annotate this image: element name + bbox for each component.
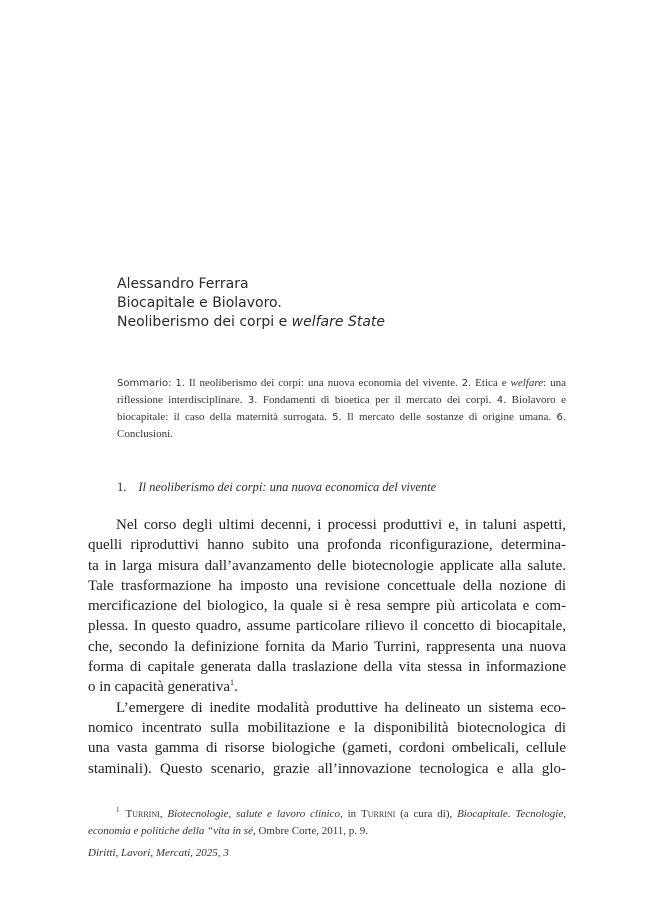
footnote-work-title: Biotecnologie, salute e lavoro clinico: [167, 808, 340, 820]
summary: [117, 375, 566, 443]
summary-item-number: 4.: [496, 395, 507, 406]
summary-item-text: Il mercato delle sostanze di origine umana.: [341, 411, 557, 423]
body-text: [88, 515, 566, 779]
section-title: Il neoliberismo dei corpi: una nuova economica del vivente: [138, 480, 437, 494]
summary-item-text: : una riflessione interdisciplinare.: [117, 377, 567, 406]
footnote-text: (a cura di),: [395, 808, 458, 820]
summary-item-text: Conclusioni.: [117, 428, 173, 440]
footnote-work-title: economia e politiche della “vita in sé: [88, 825, 253, 837]
summary-item-italic: welfare: [510, 377, 544, 389]
summary-item-number: 3.: [247, 395, 258, 406]
section-number: 1.: [117, 480, 127, 494]
body-line-period: .: [234, 679, 238, 696]
author-name: Alessandro Ferrara: [117, 276, 249, 292]
body-line: mercificazione del biologico, la quale si è resa sempre più articolata e com-: [88, 598, 566, 615]
body-line: Tale trasformazione ha imposto una revisione concettuale della nozione di: [88, 577, 566, 594]
section-heading: [117, 478, 577, 496]
summary-item-text: Fondamenti di bioetica per il mercato dei corpi.: [257, 394, 497, 406]
journal-name: Diritti, Lavori, Mercati: [88, 847, 191, 859]
footnote-work-title: Biocapitale. Tecnologie,: [457, 808, 566, 820]
running-footer: [88, 845, 229, 861]
footnote-author: Turrini: [360, 808, 396, 820]
article-title-line-2-text: Neoliberismo dei corpi e: [117, 314, 292, 330]
body-line: ta in larga misura dall’avanzamento delle biotecnologie applicate alla salute.: [88, 557, 566, 574]
body-line: [88, 677, 566, 697]
body-line: quelli riproduttivi hanno subito una profonda riconfigurazione, determina-: [88, 537, 566, 554]
footnote-number: 1: [116, 806, 120, 814]
summary-item-text: Biolavoro e biocapitale: il caso della maternità surrogata.: [117, 394, 566, 423]
body-line-text: o in capacità generativa: [88, 679, 231, 696]
footnote-line: [88, 823, 566, 840]
body-line: forma di capitale generata dalla traslazione della vita stessa in informazione: [88, 659, 566, 676]
body-line: nomico incentrato sulla mobilitazione e la disponibilità biotecnologica di: [88, 719, 566, 736]
footnote-text: , in: [339, 808, 361, 820]
footnote-line: [88, 806, 566, 823]
body-line: staminali). Questo scenario, grazie all’innovazione tecnologica e alla glo-: [88, 760, 566, 777]
summary-item-text: Il neoliberismo dei corpi: una nuova economia del vivente.: [184, 377, 462, 389]
footnote-text: ,: [159, 808, 168, 820]
journal-issue: , 2025, 3: [190, 847, 229, 859]
summary-item-number: 5.: [332, 412, 342, 423]
body-line: Nel corso degli ultimi decenni, i processi produttivi e, in taluni aspetti,: [116, 517, 566, 533]
footnote-reference[interactable]: 1: [230, 678, 235, 688]
article-title-line-1: Biocapitale e Biolavoro.: [117, 295, 282, 311]
body-line: L’emergere di inedite modalità produttive ha delineato un sistema eco-: [116, 699, 566, 716]
summary-item-number: 2.: [461, 378, 472, 389]
body-line: che, secondo la definizione fornita da Mario Turrini, rappresenta una nuova: [88, 638, 566, 655]
footnote-text: , Ombre Corte, 2011, p. 9.: [252, 825, 369, 837]
article-title-line-2: [117, 313, 577, 332]
body-line: una vasta gamma di risorse biologiche (gameti, cordoni ombelicali, cellule: [88, 740, 566, 757]
footnote-author: Turrini: [125, 808, 160, 820]
summary-item-number: 6.: [556, 412, 566, 423]
summary-item-number: 1.: [175, 378, 185, 389]
summary-item-text: Etica e: [471, 377, 511, 389]
summary-label: Sommario:: [117, 378, 172, 389]
article-title-italic: welfare State: [291, 314, 386, 330]
article-header: [117, 275, 577, 332]
footnote: [88, 806, 566, 840]
body-line: plessa. In questo quadro, assume particolare rilievo il concetto di biocapitale,: [88, 618, 566, 635]
